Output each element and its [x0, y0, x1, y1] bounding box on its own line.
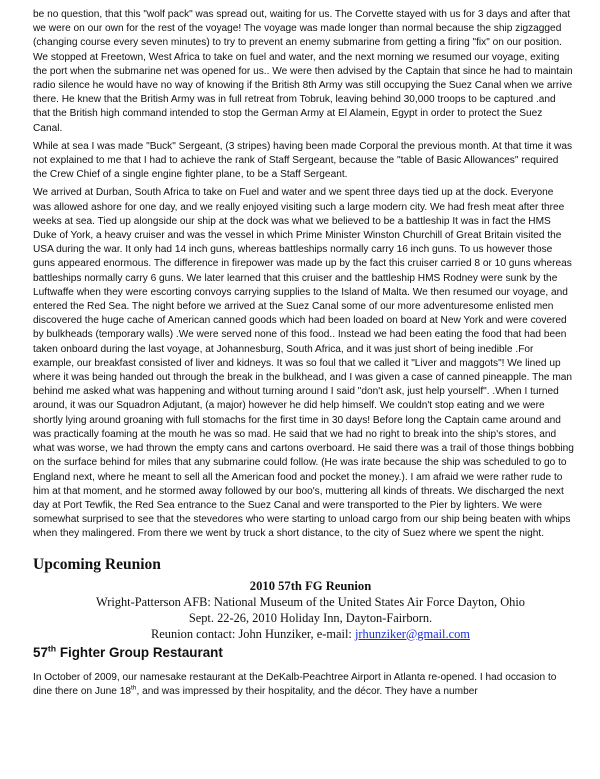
reunion-location: Wright-Patterson AFB: National Museum of the United States Air Force Dayton, Ohio: [96, 594, 525, 609]
restaurant-date-suffix: th: [130, 684, 137, 692]
restaurant-text-end: , and was impressed by their hospitality, and the décor. They have a number: [136, 685, 478, 697]
reunion-block: [47, 578, 574, 642]
reunion-contact-label: Reunion contact: John Hunziker, e-mail:: [151, 626, 355, 641]
restaurant-heading-text: Fighter Group Restaurant: [56, 644, 223, 660]
reunion-contact: [47, 626, 574, 642]
restaurant-heading: [33, 644, 574, 661]
story-paragraph-3: We arrived at Durban, South Africa to take on Fuel and water and we spent three days tied up at the dock. Everyone was allowed ashore for one day, and we really enjoyed visiting such a large modern city. We had fresh meat after three weeks at sea. Tied up alongside our ship at the dock was what we believed to be a battleship It was in fact the HMS Duke of York, a heavy cruiser and was the vessel in which Prime Minister Winston Churchill of Great Britain visited the USA during the war. It only had 14 inch guns, whereas battleships normally carry 16 inch guns. To us however those guns appeared enormous. The difference in firepower was made up by the fact this cruiser carried 8 or 10 guns whereas battleships normally carry 6 guns. We later learned that this cruiser and the battleship HMS Rodney were sunk by the Luftwaffe when they were escorting convoys carrying supplies to the Island of Malta. We then resumed our voyage, and entered the Red Sea. The night before we arrived at the Suez Canal some of our more adventuresome enlisted men discovered the huge cache of American canned goods which had been loaded on board at New York and were covered by bulkheads (temporary walls) .We were served none of this food.. Instead we had been eating the food that had been taken onboard during the last voyage, at Johannesburg, South Africa, and it was just short of being inedible .For example, our breakfast consisted of liver and kidneys. It was so foul that we called it "Liver and maggots"! We lined up where it was being handed out through the break in the bulkhead, and I was given a case of canned pineapple. The man behind me asked what was happening and without turning around I said "don't ask, just help yourself". .When I turned around, it was our Squadron Adjutant, (a major) however he did help himself. We couldn't stop eating and we were shortly lying around groaning with full stomachs for the first time in 30 days! Before long the Captain came around and was practically foaming at the mouth he was so mad. He said that we had no right to break into the ship's stores, and what was worse, we had thrown the empty cans and cartons overboard. He said there was a trail of those things bobbing on the surface behind for miles that any submarine could follow. (He was irate because the ship was scheduled to go to England next, where he meant to sell all the American food and pocket the money.). I am afraid we were rather rude to him at that moment, and he stormed away followed by our boo's, muttering all kinds of threats. We discharged the next day at Port Tewfik, the Red Sea entrance to the Suez Canal and were transported to the Pier by lighters. We were somewhat surprised to see that the stevedores who were starting to unload cargo from our ship being beaten with whips when they malingered. From there we went by truck a short distance, to the city of Suez where we spent the night.: [33, 187, 574, 540]
restaurant-heading-suffix: th: [47, 643, 57, 654]
story-paragraph-2: While at sea I was made "Buck" Sergeant, (3 stripes) having been made Corporal the previous month. At that time it was not explained to me that I had to achieve the rank of Staff Sergeant, because the "table of Basic Allowances" required the Crew Chief of a single engine fighter plane, to be a Staff Sergeant.: [33, 140, 573, 181]
restaurant-heading-number: 57: [33, 644, 48, 660]
restaurant-paragraph: [33, 671, 574, 699]
reunion-dates: Sept. 22-26, 2010 Holiday Inn, Dayton-Fairborn.: [188, 610, 433, 625]
reunion-title: 2010 57th FG Reunion: [249, 578, 372, 593]
upcoming-reunion-heading: Upcoming Reunion: [33, 555, 161, 573]
reunion-email-link[interactable]: jrhunziker@gmail.com: [354, 626, 470, 641]
restaurant-text-start: In October of 2009, our namesake restaurant at the DeKalb-Peachtree Airport in Atlanta re-opened. I had occasion to dine there on June 18: [33, 671, 557, 697]
story-paragraph-1: be no question, that this "wolf pack" was spread out, waiting for us. The Corvette stayed with us for 3 days and after that we were on our own for the rest of the voyage! The voyage was made longer than normal because the ship zigzagged (changing course every seven minutes) to try to prevent an enemy submarine from getting a firing "fix" on our position. We stopped at Freetown, West Africa to take on fuel and water, and the next morning we resumed our voyage, exiting the port when the submarine net was opened for us.. We were then advised by the Captain that since he had to maintain radio silence he would have no way of knowing if the British 8th Army was still occupying the Suez Canal when we arrive there. He knew that the British Army was in full retreat from Tobruk, leaving behind 30,000 troops to be captured .and that the British high command intended to stop the German Army at El Alamein, Egypt in order to protect the Suez Canal.: [33, 9, 573, 134]
